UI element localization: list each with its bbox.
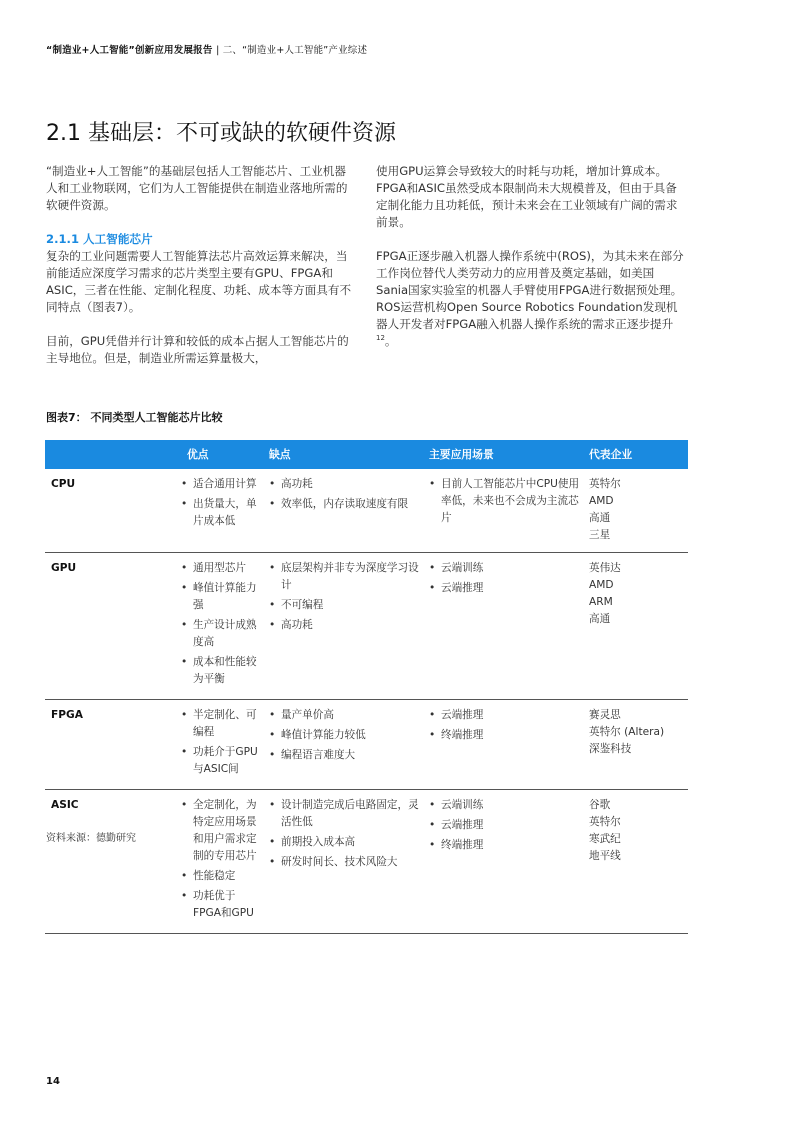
bullet-item: • 目前人工智能芯片中CPU使用率低，未来也不会成为主流芯片 [429,476,583,527]
section-title: 2.1 基础层：不可或缺的软硬件资源 [46,121,396,146]
bullet-item: • 峰值计算能力强 [181,580,263,614]
pros-cell [111,469,263,553]
bullet-list [181,560,263,688]
applications-cell [423,469,583,553]
cons-cell [263,553,423,700]
chip-comparison-table [45,440,688,934]
bullet-item: • 终端推理 [429,727,583,744]
bullet-item: • 功耗介于GPU与ASIC间 [181,744,263,778]
bullet-list [269,707,423,764]
bullet-item: • 高功耗 [269,476,423,493]
companies-cell [583,700,688,790]
cost-paragraph: 使用GPU运算会导致较大的时耗与功耗，增加计算成本。FPGA和ASIC虽然受成本限制尚未大规模普及，但由于具备定制化能力且功耗低，预计未来会在工业领域有广阔的需求前景。 [376,164,678,229]
company-name: AMD [589,579,614,591]
company-name: 英伟达 [589,562,621,574]
bullet-item: • 底层架构并非专为深度学习设计 [269,560,423,594]
company-name: 英特尔 (Altera) [589,726,665,738]
bullet-item: • 研发时间长、技术风险大 [269,854,423,871]
company-name: 高通 [589,613,611,625]
company-name: AMD [589,495,614,507]
company-name: 谷歌 [589,799,611,811]
bullet-item: • 前期投入成本高 [269,834,423,851]
bullet-item: • 性能稳定 [181,868,263,885]
table-row [45,700,688,790]
bullet-item: • 量产单价高 [269,707,423,724]
chip-types-paragraph: 复杂的工业问题需要人工智能算法芯片高效运算来解决，当前能适应深度学习需求的芯片类型主要有GPU、FPGA和ASIC，三者在性能、定制化程度、功耗、成本等方面具有不同特点（图表7）。 [46,249,352,314]
bullet-item: • 云端训练 [429,797,583,814]
bullet-item: • 云端推理 [429,707,583,724]
fpga-ros-paragraph [376,248,686,350]
header-companies: 代表企业 [583,440,688,469]
companies-cell [583,790,688,934]
subsection-heading: 2.1.1 人工智能芯片 [46,232,153,246]
table-caption: 图表7： 不同类型人工智能芯片比较 [46,411,223,424]
left-column [46,163,356,384]
company-name: 地平线 [589,850,621,862]
company-name: 英特尔 [589,478,621,490]
bullet-item: • 适合通用计算 [181,476,263,493]
header-cons: 缺点 [263,440,423,469]
running-header [46,42,367,56]
bullet-list [429,476,583,527]
company-name: 英特尔 [589,816,621,828]
intro-paragraph: “制造业+人工智能”的基础层包括人工智能芯片、工业机器人和工业物联网，它们为人工智能提供在制造业落地所需的软硬件资源。 [46,164,348,212]
bullet-list [269,797,423,871]
companies-cell [583,469,688,553]
bullet-item: • 高功耗 [269,617,423,634]
bullet-item: • 云端推理 [429,817,583,834]
category-cell: FPGA [45,700,111,790]
fpga-ros-text: FPGA正逐步融入机器人操作系统中(ROS)，为其未来在部分工作岗位替代人类劳动力的应用普及奠定基础，如美国Sania国家实验室的机器人手臂使用FPGA进行数据预处理。ROS运营机构Open Source Robotics Foundation发现机器人开发者对FPGA融入机器人操作系统的需求正逐步提升 [376,249,684,331]
bullet-list [429,707,583,744]
bullet-list [429,560,583,597]
report-title: “制造业+人工智能”创新应用发展报告 [46,45,213,56]
bullet-item: • 通用型芯片 [181,560,263,577]
bullet-item: • 生产设计成熟度高 [181,617,263,651]
pros-cell [111,553,263,700]
company-name: 深鉴科技 [589,743,632,755]
page-number: 14 [46,1076,60,1087]
company-name: 寒武纪 [589,833,621,845]
header-applications: 主要应用场景 [423,440,583,469]
pros-cell [111,790,263,934]
header-category [45,440,111,469]
bullet-item: • 终端推理 [429,837,583,854]
table-row [45,790,688,934]
table-row [45,553,688,700]
bullet-item: • 不可编程 [269,597,423,614]
company-name: 三星 [589,529,611,541]
fpga-ros-end: 。 [384,334,397,348]
applications-cell [423,700,583,790]
bullet-item: • 全定制化，为特定应用场景和用户需求定制的专用芯片 [181,797,263,865]
bullet-item: • 功耗优于FPGA和GPU [181,888,263,922]
bullet-item: • 设计制造完成后电路固定，灵活性低 [269,797,423,831]
pros-cell [111,700,263,790]
right-column [376,163,686,367]
company-name: ARM [589,596,613,608]
footnote-ref: 12 [376,334,385,343]
bullet-item: • 效率低，内存读取速度有限 [269,496,423,513]
company-name: 高通 [589,512,611,524]
bullet-item: • 云端推理 [429,580,583,597]
bullet-item: • 编程语言难度大 [269,747,423,764]
bullet-list [181,707,263,778]
company-name: 赛灵思 [589,709,621,721]
applications-cell [423,790,583,934]
bullet-list [269,560,423,634]
table-row [45,469,688,553]
bullet-list [181,797,263,922]
category-cell: CPU [45,469,111,553]
bullet-item: • 成本和性能较为平衡 [181,654,263,688]
gpu-paragraph: 目前，GPU凭借并行计算和较低的成本占据人工智能芯片的主导地位。但是，制造业所需运算量极大， [46,334,349,365]
category-cell: GPU [45,553,111,700]
bullet-item: • 半定制化、可编程 [181,707,263,741]
companies-cell [583,553,688,700]
chapter-title: | 二、“制造业+人工智能”产业综述 [216,45,368,56]
bullet-list [429,797,583,854]
bullet-list [181,476,263,530]
category-cell: ASIC [45,790,111,934]
cons-cell [263,700,423,790]
bullet-item: • 出货量大，单片成本低 [181,496,263,530]
applications-cell [423,553,583,700]
bullet-list [269,476,423,513]
cons-cell [263,790,423,934]
bullet-item: • 峰值计算能力较低 [269,727,423,744]
header-pros: 优点 [111,440,263,469]
table-header-row [45,440,688,469]
bullet-item: • 云端训练 [429,560,583,577]
cons-cell [263,469,423,553]
source-note: 资料来源：德勤研究 [46,833,136,844]
